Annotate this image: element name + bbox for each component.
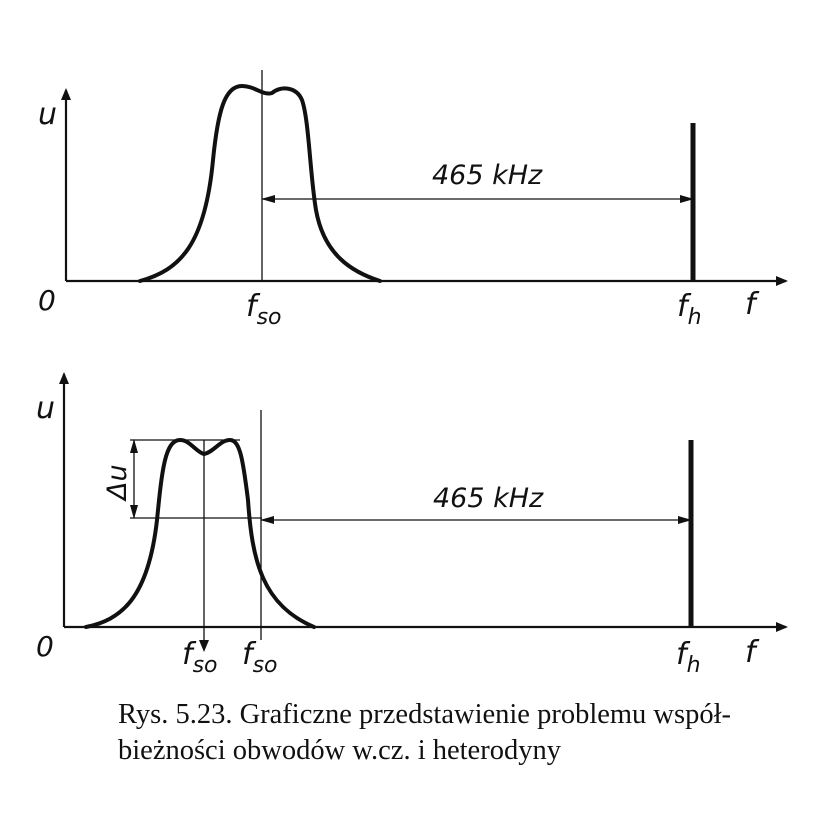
figure-caption bbox=[118, 697, 818, 769]
top-y-axis-label: u bbox=[38, 97, 58, 132]
top-distance-label: 465 kHz bbox=[432, 160, 543, 191]
bottom-heterodyne-main: f bbox=[676, 637, 687, 672]
top-origin-label: 0 bbox=[38, 284, 56, 317]
caption-line-2: bieżności obwodów w.cz. i heterodyny bbox=[118, 735, 561, 766]
bottom-shifted-frequency-main: f bbox=[242, 637, 253, 672]
top-heterodyne-label bbox=[677, 289, 702, 330]
bottom-distance-label: 465 kHz bbox=[433, 483, 544, 514]
top-diagram bbox=[38, 70, 786, 330]
bottom-shifted-frequency-label bbox=[242, 637, 277, 678]
bottom-origin-label: 0 bbox=[36, 630, 54, 663]
bottom-center-frequency-main: f bbox=[182, 637, 193, 672]
top-resonance-curve bbox=[140, 86, 380, 281]
top-center-frequency-label bbox=[246, 289, 281, 330]
top-x-axis-label: f bbox=[745, 287, 756, 322]
bottom-center-frequency-label bbox=[182, 637, 217, 678]
bottom-center-frequency-sub: so bbox=[192, 653, 218, 678]
bottom-delta-label: Δu bbox=[102, 464, 133, 500]
bottom-heterodyne-sub: h bbox=[686, 653, 701, 678]
top-heterodyne-sub: h bbox=[687, 305, 702, 330]
caption-line-1: Rys. 5.23. Graficzne przedstawienie problemu współ- bbox=[118, 699, 732, 730]
bottom-shifted-frequency-sub: so bbox=[252, 653, 278, 678]
bottom-x-axis-label: f bbox=[745, 635, 756, 670]
top-center-frequency-sub: so bbox=[256, 305, 282, 330]
top-heterodyne-main: f bbox=[677, 289, 688, 324]
bottom-y-axis-label: u bbox=[36, 391, 56, 426]
bottom-diagram bbox=[36, 374, 786, 678]
bottom-heterodyne-label bbox=[676, 637, 701, 678]
top-center-frequency-main: f bbox=[246, 289, 257, 324]
